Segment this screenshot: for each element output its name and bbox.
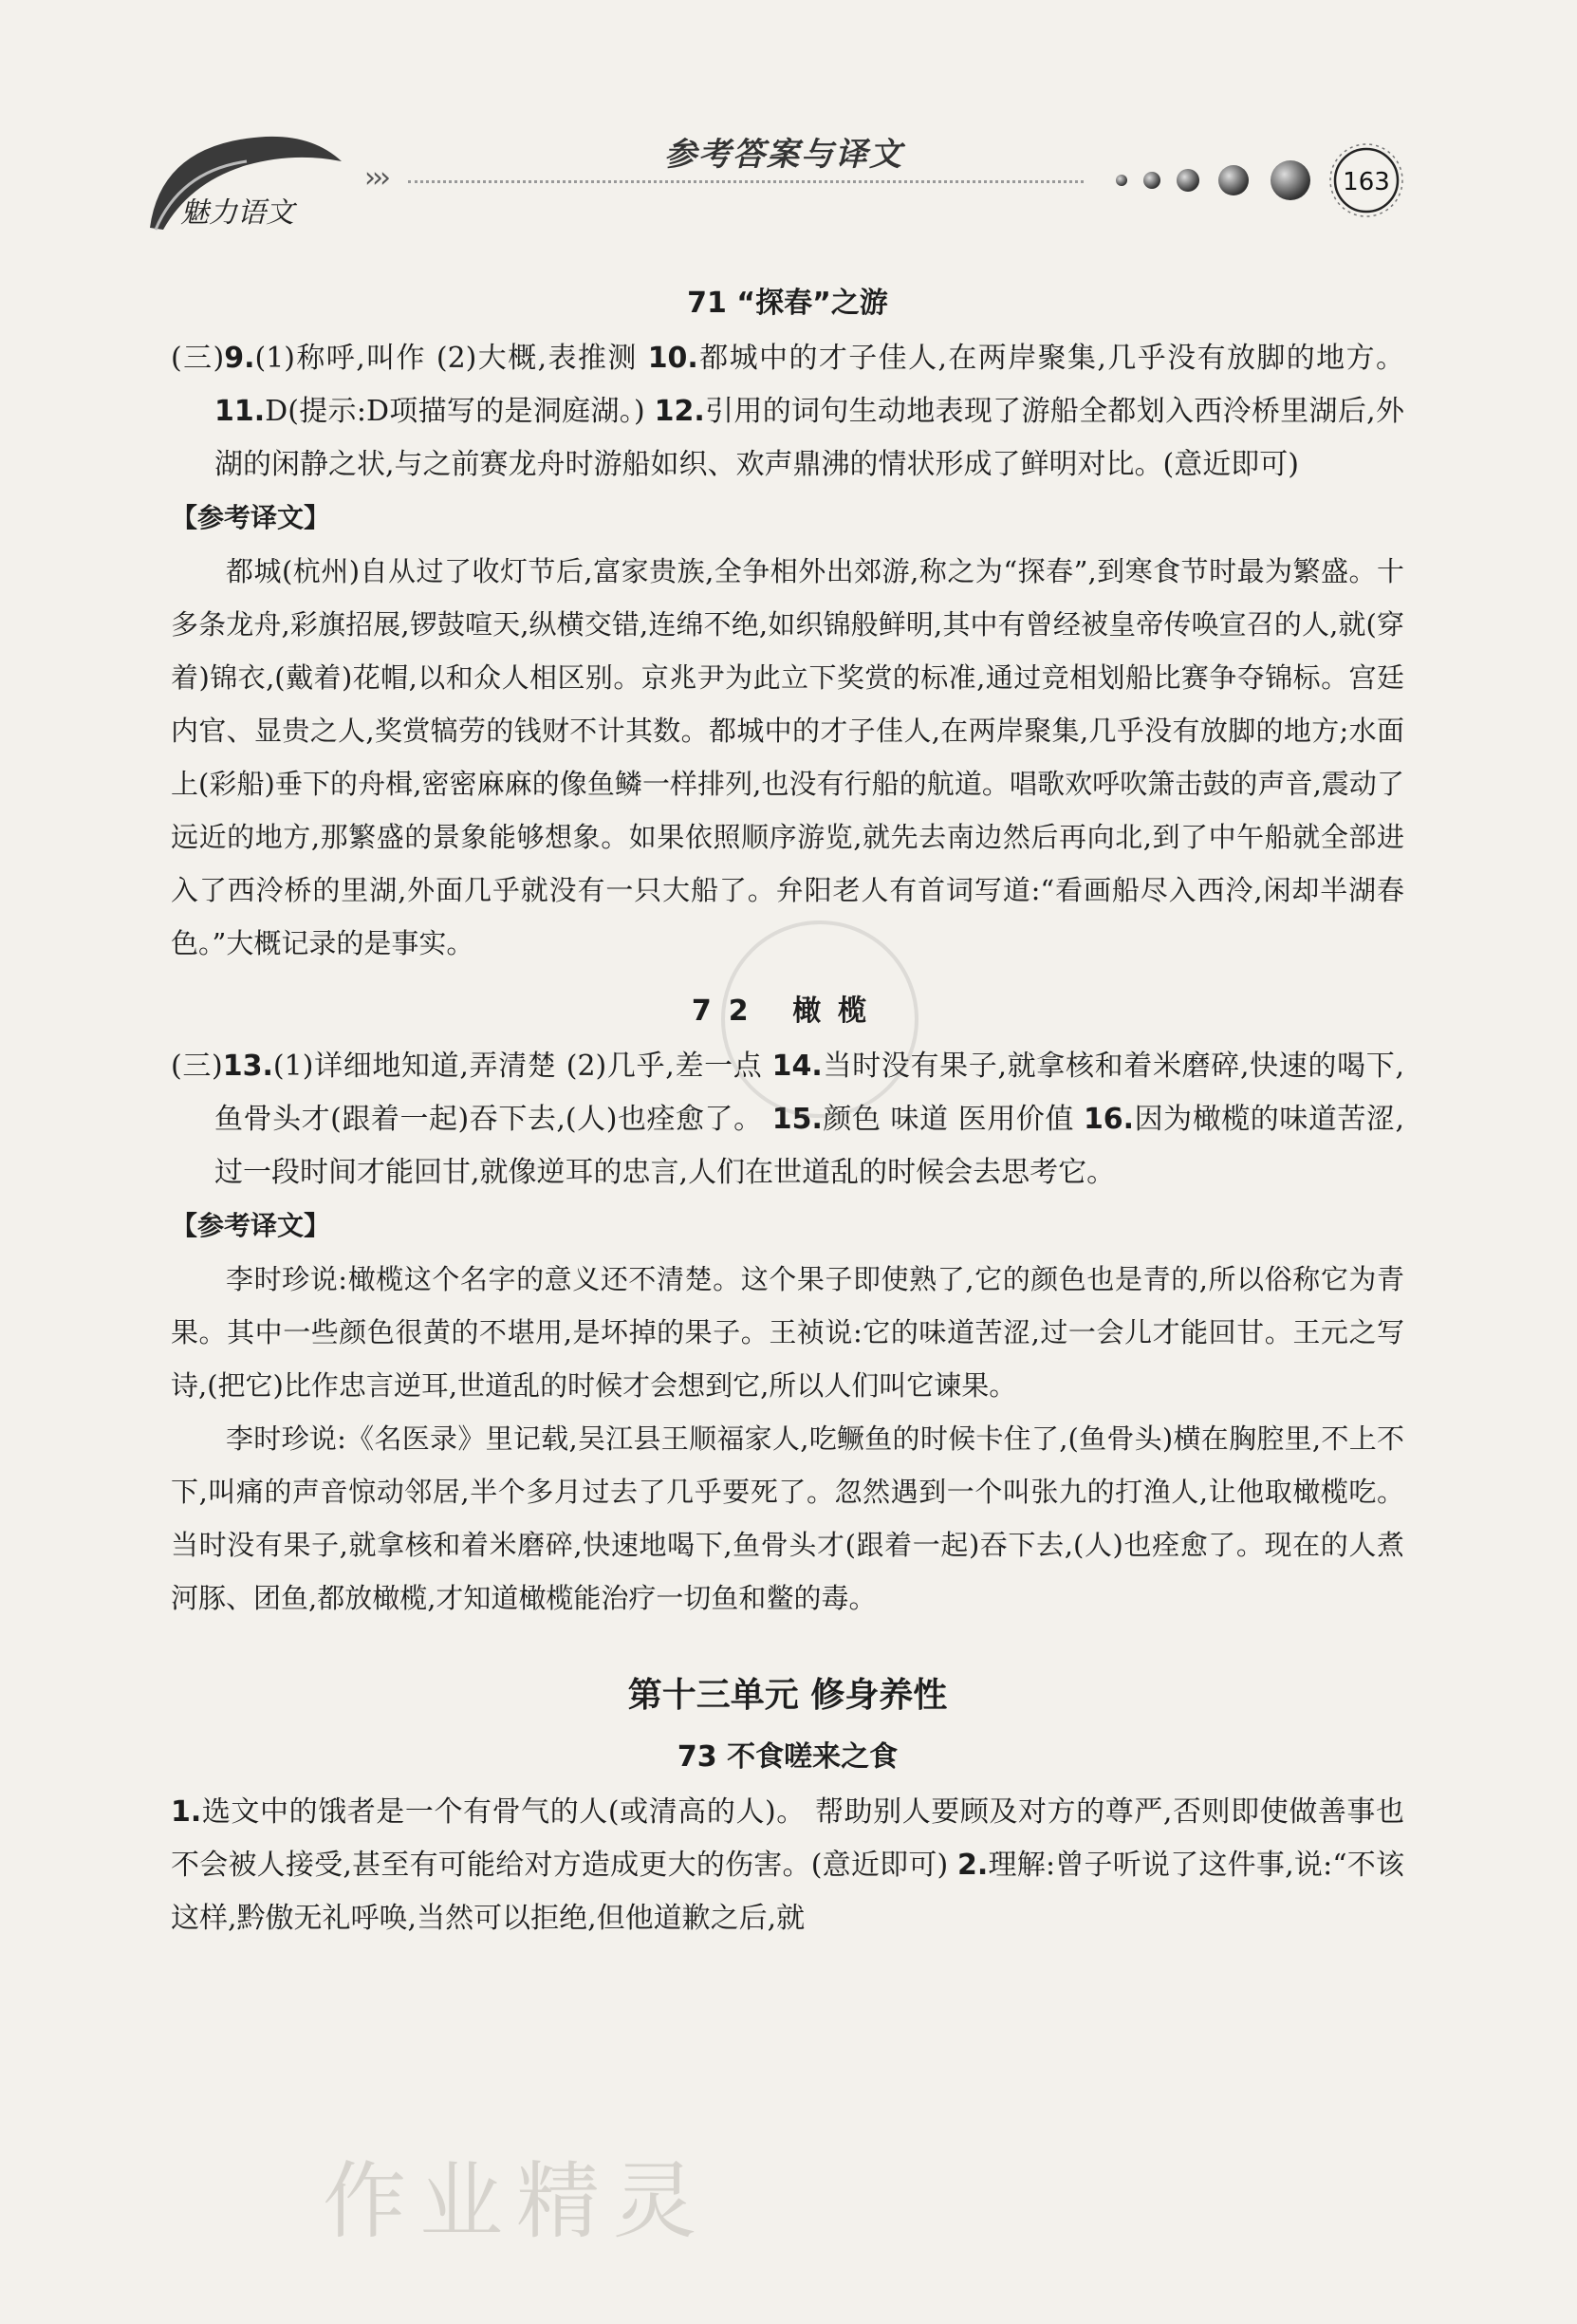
logo-text — [180, 196, 298, 230]
section-71-answers — [171, 332, 1404, 492]
answer-text: 都城中的才子佳人,在两岸聚集,几乎没有放脚的地方。 — [697, 342, 1404, 375]
translation-paragraph: 李时珍说:《名医录》里记载,吴江县王顺福家人,吃鳜鱼的时候卡住了,(鱼骨头)横在胸腔里,不上不下,叫痛的声音惊动邻居,半个多月过去了几乎要死了。忽然遇到一个叫张九的打渔人,让他取橄榄吃。当时没有果子,就拿核和着米磨碎,快速地喝下,鱼骨头才(跟着一起)吞下去,(人)也痊愈了。现在的人煮河豚、团鱼,都放橄榄,才知道橄榄能治疗一切鱼和鳖的毒。 — [171, 1422, 1404, 1614]
svg-text:163: 163 — [1343, 168, 1390, 196]
answer-text: (三) — [171, 342, 225, 375]
section-72-title: 72 橄榄 — [691, 995, 884, 1028]
answer-text: 因为橄榄的味道苦涩,过一段时间才能回甘,就像逆耳的忠言,人们在世道乱的时候会去思考它。 — [214, 1103, 1405, 1189]
header-dots-icon — [1110, 157, 1328, 204]
section-72-translation — [171, 1253, 1404, 1625]
unit-title: 第十三单元 修身养性 — [627, 1676, 948, 1715]
header-chevrons: ››› — [364, 161, 387, 195]
header-divider — [408, 180, 1084, 183]
answer-text: (三) — [171, 1050, 223, 1083]
section-73-title: 73 不食嗟来之食 — [677, 1740, 899, 1774]
translation-paragraph: 都城(杭州)自从过了收灯节后,富家贵族,全争相外出郊游,称之为“探春”,到寒食节时最为繁盛。十多条龙舟,彩旗招展,锣鼓喧天,纵横交错,连绵不绝,如织锦般鲜明,其中有曾经被皇帝传唤宣召的人,就(穿着)锦衣,(戴着)花帽,以和众人相区别。京兆尹为此立下奖赏的标准,通过竞相划船比赛争夺锦标。宫廷内官、显贵之人,奖赏犒劳的钱财不计其数。都城中的才子佳人,在两岸聚集,几乎没有放脚的地方;水面上(彩船)垂下的舟楫,密密麻麻的像鱼鳞一样排列,也没有行船的航道。唱歌欢呼吹箫击鼓的声音,震动了远近的地方,那繁盛的景象能够想象。如果依照顺序游览,就先去南边然后再向北,到了中午船就全部进入了西泠桥的里湖,外面几乎就没有一只大船了。弁阳老人有首词写道:“看画船尽入西泠,闲却半湖春色。”大概记录的是事实。 — [171, 555, 1404, 959]
question-number: 10. — [647, 342, 698, 375]
question-number: 9. — [224, 342, 255, 375]
question-number: 14. — [771, 1050, 823, 1083]
page-number-badge — [1328, 142, 1404, 218]
question-number: 2. — [957, 1849, 989, 1882]
answer-text: 选文中的饿者是一个有骨气的人(或清高的人)。 帮助别人要顾及对方的尊严,否则即使做善事也不会被人接受,甚至有可能给对方造成更大的伤害。(意近即可) — [171, 1795, 1404, 1882]
answer-text: 颜色 味道 医用价值 — [822, 1103, 1084, 1136]
question-number: 1. — [171, 1795, 202, 1829]
magazine-logo — [142, 123, 370, 237]
question-number: 13. — [222, 1050, 273, 1083]
stamp-mark — [721, 920, 918, 1118]
svg-text:魅力语文: 魅力语文 — [180, 196, 294, 230]
watermark: 作业精灵 — [323, 2152, 711, 2250]
answer-text: 引用的词句生动地表现了游船全都划入西泠桥里湖后,外湖的闲静之状,与之前赛龙舟时游船如织、欢声鼎沸的情状形成了鲜明对比。(意近即可) — [214, 395, 1404, 481]
answer-text: 理解:曾子听说了这件事,说:“不该这样,黔傲无礼呼唤,当然可以拒绝,但他道歉之后,就 — [171, 1849, 1404, 1935]
answer-text: D(提示:D项描写的是洞庭湖。) — [265, 395, 655, 428]
question-number: 15. — [771, 1103, 823, 1136]
answer-text: (1)称呼,叫作 (2)大概,表推测 — [254, 342, 648, 375]
question-number: 16. — [1083, 1103, 1135, 1136]
header-title: 参考答案与译文 — [655, 128, 913, 175]
section-71-translation — [171, 545, 1404, 970]
translation-paragraph: 李时珍说:橄榄这个名字的意义还不清楚。这个果子即使熟了,它的颜色也是青的,所以俗称它为青果。其中一些颜色很黄的不堪用,是坏掉的果子。王祯说:它的味道苦涩,过一会儿才能回甘。王元之写诗,(把它)比作忠言逆耳,世道乱的时候才会想到它,所以人们叫它谏果。 — [171, 1263, 1404, 1402]
answer-text: (1)详细地知道,弄清楚 (2)几乎,差一点 — [272, 1050, 772, 1083]
section-71-translation-tag: 【参考译文】 — [171, 502, 331, 533]
section-72-translation-tag: 【参考译文】 — [171, 1210, 331, 1241]
question-number: 11. — [214, 395, 266, 428]
answer-text: 当时没有果子,就拿核和着米磨碎,快速的喝下,鱼骨头才(跟着一起)吞下去,(人)也痊愈了。 — [214, 1050, 1404, 1136]
section-71-title: 71 “探春”之游 — [687, 287, 888, 320]
question-number: 12. — [654, 395, 705, 428]
section-73-answers — [171, 1786, 1404, 1945]
